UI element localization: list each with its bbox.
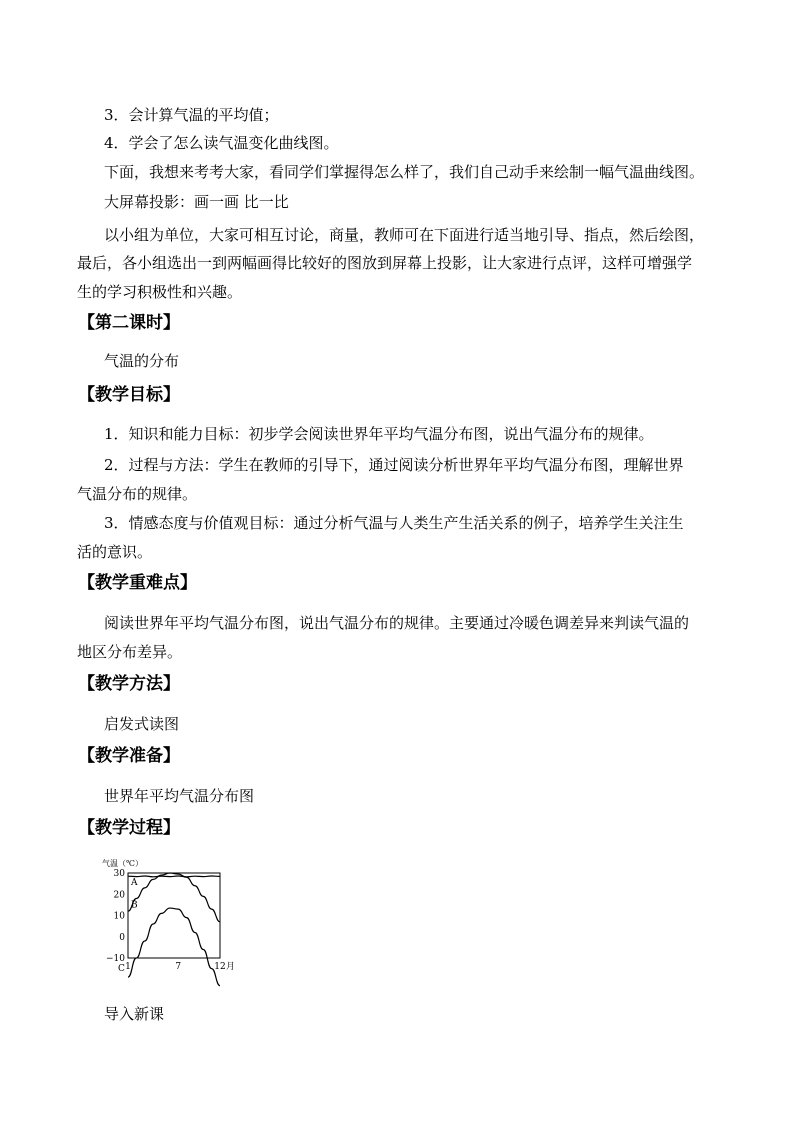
series-lines [128, 873, 220, 986]
series-line-b [128, 873, 220, 922]
x-axis-ticks [125, 961, 235, 972]
series-label-a: A [131, 878, 138, 889]
y-tick-label: 0 [119, 932, 125, 943]
y-tick-label: 30 [113, 869, 125, 879]
text-line: 活的意识。 [77, 543, 153, 561]
text-line: 世界年平均气温分布图 [104, 787, 255, 805]
text-line: 2．过程与方法：学生在教师的引导下，通过阅读分析世界年平均气温分布图，理解世界 [104, 456, 684, 474]
section-heading: 【教学方法】 [78, 674, 180, 694]
x-tick-label: 1 [125, 962, 131, 972]
text-line: 4．学会了怎么读气温变化曲线图。 [104, 134, 339, 152]
y-tick-label: 10 [113, 911, 125, 922]
section-heading: 【教学重难点】 [78, 573, 197, 593]
text-line: 1．知识和能力目标：初步学会阅读世界年平均气温分布图，说出气温分布的规律。 [104, 425, 654, 443]
section-heading: 【教学目标】 [78, 385, 180, 405]
series-line-a [128, 876, 220, 877]
x-tick-label: 7 [175, 962, 182, 972]
text-line: 3．情感态度与价值观目标：通过分析气温与人类生产生活关系的例子，培养学生关注生 [104, 514, 684, 532]
text-line: 3．会计算气温的平均值； [104, 106, 279, 124]
section-heading: 【第二课时】 [78, 313, 180, 333]
text-line: 导入新课 [104, 1005, 165, 1023]
section-heading: 【教学过程】 [78, 818, 180, 838]
text-line: 气温分布的规律。 [77, 485, 198, 503]
text-line: 生的学习积极性和兴趣。 [77, 283, 243, 301]
text-line: 下面，我想来考考大家，看同学们掌握得怎么样了，我们自己动手来绘制一幅气温曲线图。 [104, 163, 705, 181]
y-tick-label: −10 [106, 954, 125, 964]
text-line: 启发式读图 [104, 715, 180, 733]
text-line: 地区分布差异。 [77, 643, 183, 661]
series-label-b: B [131, 900, 138, 911]
text-line: 气温的分布 [104, 352, 180, 370]
y-tick-label: 20 [113, 890, 125, 901]
temperature-curve-chart [100, 856, 240, 991]
text-line: 阅读世界年平均气温分布图，说出气温分布的规律。主要通过冷暖色调差异来判读气温的 [104, 614, 690, 632]
y-axis-ticks [106, 869, 125, 964]
text-line: 大屏幕投影：画一画 比一比 [104, 193, 289, 211]
x-axis-label: 月 [226, 962, 236, 972]
text-line: 最后，各小组选出一到两幅画得比较好的图放到屏幕上投影，让大家进行点评，这样可增强学 [77, 254, 693, 272]
x-tick-label: 12 [214, 962, 226, 972]
section-heading: 【教学准备】 [78, 746, 180, 766]
y-axis-label: 气温（℃） [102, 859, 143, 868]
series-line-c [128, 908, 220, 986]
text-line: 以小组为单位，大家可相互讨论，商量，教师可在下面进行适当地引导、指点，然后绘图， [104, 226, 705, 244]
series-label-c: C [118, 964, 125, 975]
